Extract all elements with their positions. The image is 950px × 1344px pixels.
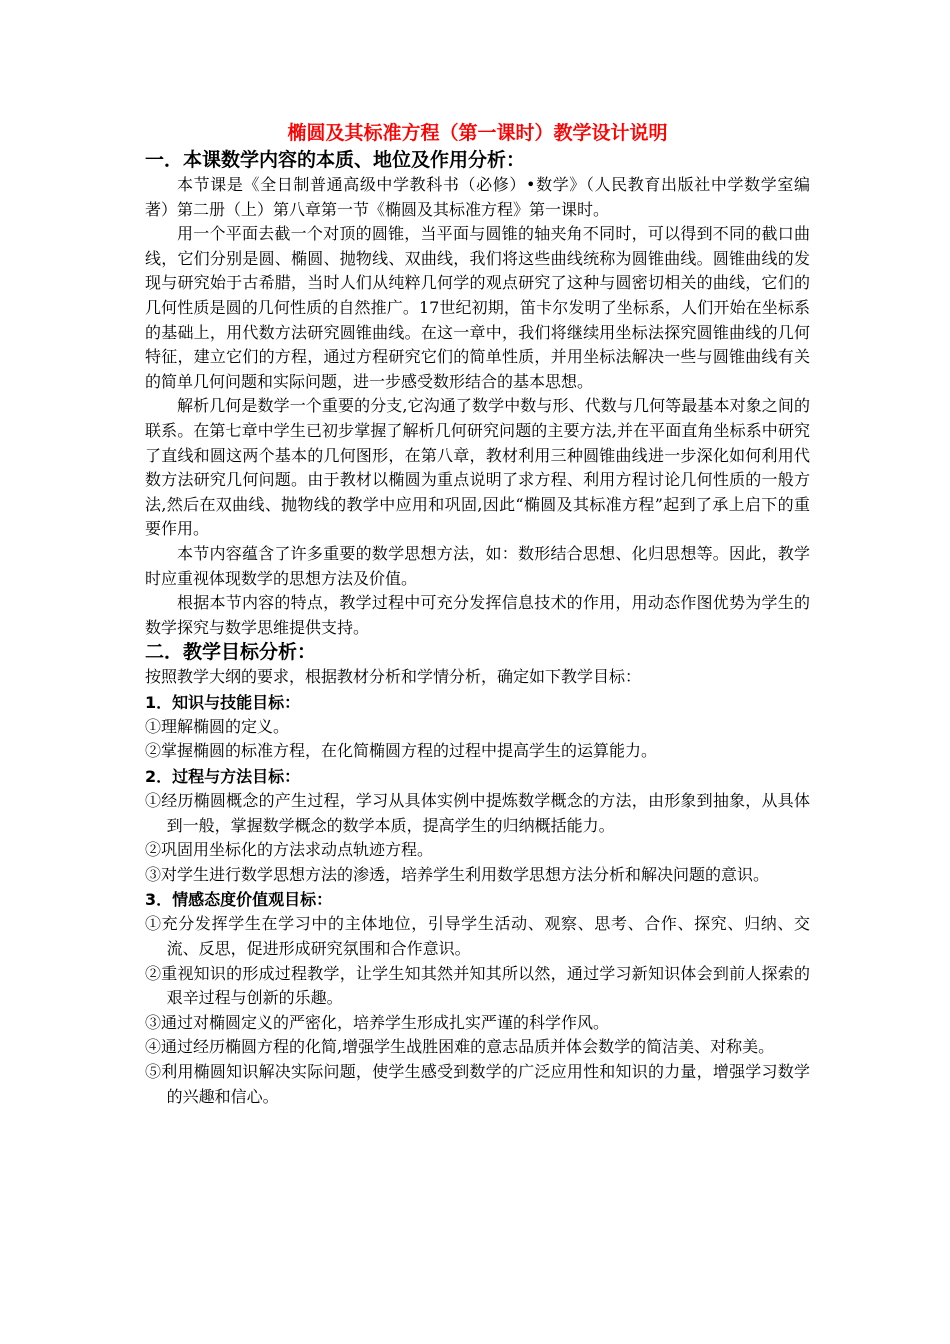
paragraph: 根据本节内容的特点，教学过程中可充分发挥信息技术的作用，用动态作图优势为学生的数学探究与数学思维提供支持。 bbox=[145, 593, 810, 637]
goal-item: ②重视知识的形成过程教学，让学生知其然并知其所以然，通过学习新知识体会到前人探索的艰辛过程与创新的乐趣。 bbox=[145, 963, 810, 1008]
section-intro: 按照教学大纲的要求，根据教材分析和学情分析，确定如下教学目标： bbox=[145, 667, 642, 687]
goal-item: ③通过对椭圆定义的严密化，培养学生形成扎实严谨的科学作风。 bbox=[145, 1012, 610, 1032]
document-title: 椭圆及其标准方程（第一课时）教学设计说明 bbox=[287, 122, 668, 144]
goal-item: ②掌握椭圆的标准方程，在化简椭圆方程的过程中提高学生的运算能力。 bbox=[145, 741, 658, 761]
goal-item: ②巩固用坐标化的方法求动点轨迹方程。 bbox=[145, 840, 434, 860]
paragraph: 用一个平面去截一个对顶的圆锥，当平面与圆锥的轴夹角不同时，可以得到不同的截口曲线，它们分别是圆、椭圆、抛物线、双曲线，我们将这些曲线统称为圆锥曲线。圆锥曲线的发现与研究始于古希腊，当时人们从纯粹几何学的观点研究了这种与圆密切相关的曲线，它们的几何性质是圆的几何性质的自然推广。17世纪初期，笛卡尔发明了坐标系，人们开始在坐标系的基础上，用代数方法研究圆锥曲线。在这一章中，我们将继续用坐标法探究圆锥曲线的几何特征，建立它们的方程，通过方程研究它们的简单性质，并用坐标法解决一些与圆锥曲线有关的简单几何问题和实际问题，进一步感受数形结合的基本思想。 bbox=[145, 224, 810, 391]
section-heading-1: 一．本课数学内容的本质、地位及作用分析： bbox=[145, 149, 526, 171]
goal-heading-process: 2．过程与方法目标： bbox=[145, 767, 301, 787]
goal-item: ⑤利用椭圆知识解决实际问题，使学生感受到数学的广泛应用性和知识的力量，增强学习数学的兴趣和信心。 bbox=[145, 1062, 810, 1106]
paragraph: 本节内容蕴含了许多重要的数学思想方法，如：数形结合思想、化归思想等。因此，教学时应重视体现数学的思想方法及价值。 bbox=[145, 543, 810, 588]
goal-heading-knowledge: 1．知识与技能目标： bbox=[145, 692, 301, 712]
goal-item: ①充分发挥学生在学习中的主体地位，引导学生活动、观察、思考、合作、探究、归纳、交流、反思，促进形成研究氛围和合作意识。 bbox=[145, 914, 810, 959]
goal-item: ①理解椭圆的定义。 bbox=[145, 716, 290, 736]
goal-item: ④通过经历椭圆方程的化简,增强学生战胜困难的意志品质并体会数学的简洁美、对称美。 bbox=[145, 1037, 775, 1057]
goal-item: ③对学生进行数学思想方法的渗透，培养学生利用数学思想方法分析和解决问题的意识。 bbox=[145, 864, 770, 884]
goal-heading-attitude: 3．情感态度价值观目标： bbox=[145, 890, 333, 910]
section-heading-2: 二．教学目标分析： bbox=[145, 641, 317, 664]
goal-item: ①经历椭圆概念的产生过程，学习从具体实例中提炼数学概念的方法，由形象到抽象，从具体到一般，掌握数学概念的数学本质，提高学生的归纳概括能力。 bbox=[145, 791, 810, 835]
paragraph: 解析几何是数学一个重要的分支,它沟通了数学中数与形、代数与几何等最基本对象之间的联系。在第七章中学生已初步掌握了解析几何研究问题的主要方法,并在平面直角坐标系中研究了直线和圆这两个基本的几何图形，在第八章，教材利用三种圆锥曲线进一步深化如何利用代数方法研究几何问题。由于教材以椭圆为重点说明了求方程、利用方程讨论几何性质的一般方法,然后在双曲线、抛物线的教学中应用和巩固,因此“椭圆及其标准方程”起到了承上启下的重要作用。 bbox=[145, 396, 810, 539]
document-page bbox=[145, 120, 810, 1109]
paragraph: 本节课是《全日制普通高级中学教科书（必修）•数学》（人民教育出版社中学数学室编著）第二册（上）第八章第一节《椭圆及其标准方程》第一课时。 bbox=[145, 175, 810, 219]
